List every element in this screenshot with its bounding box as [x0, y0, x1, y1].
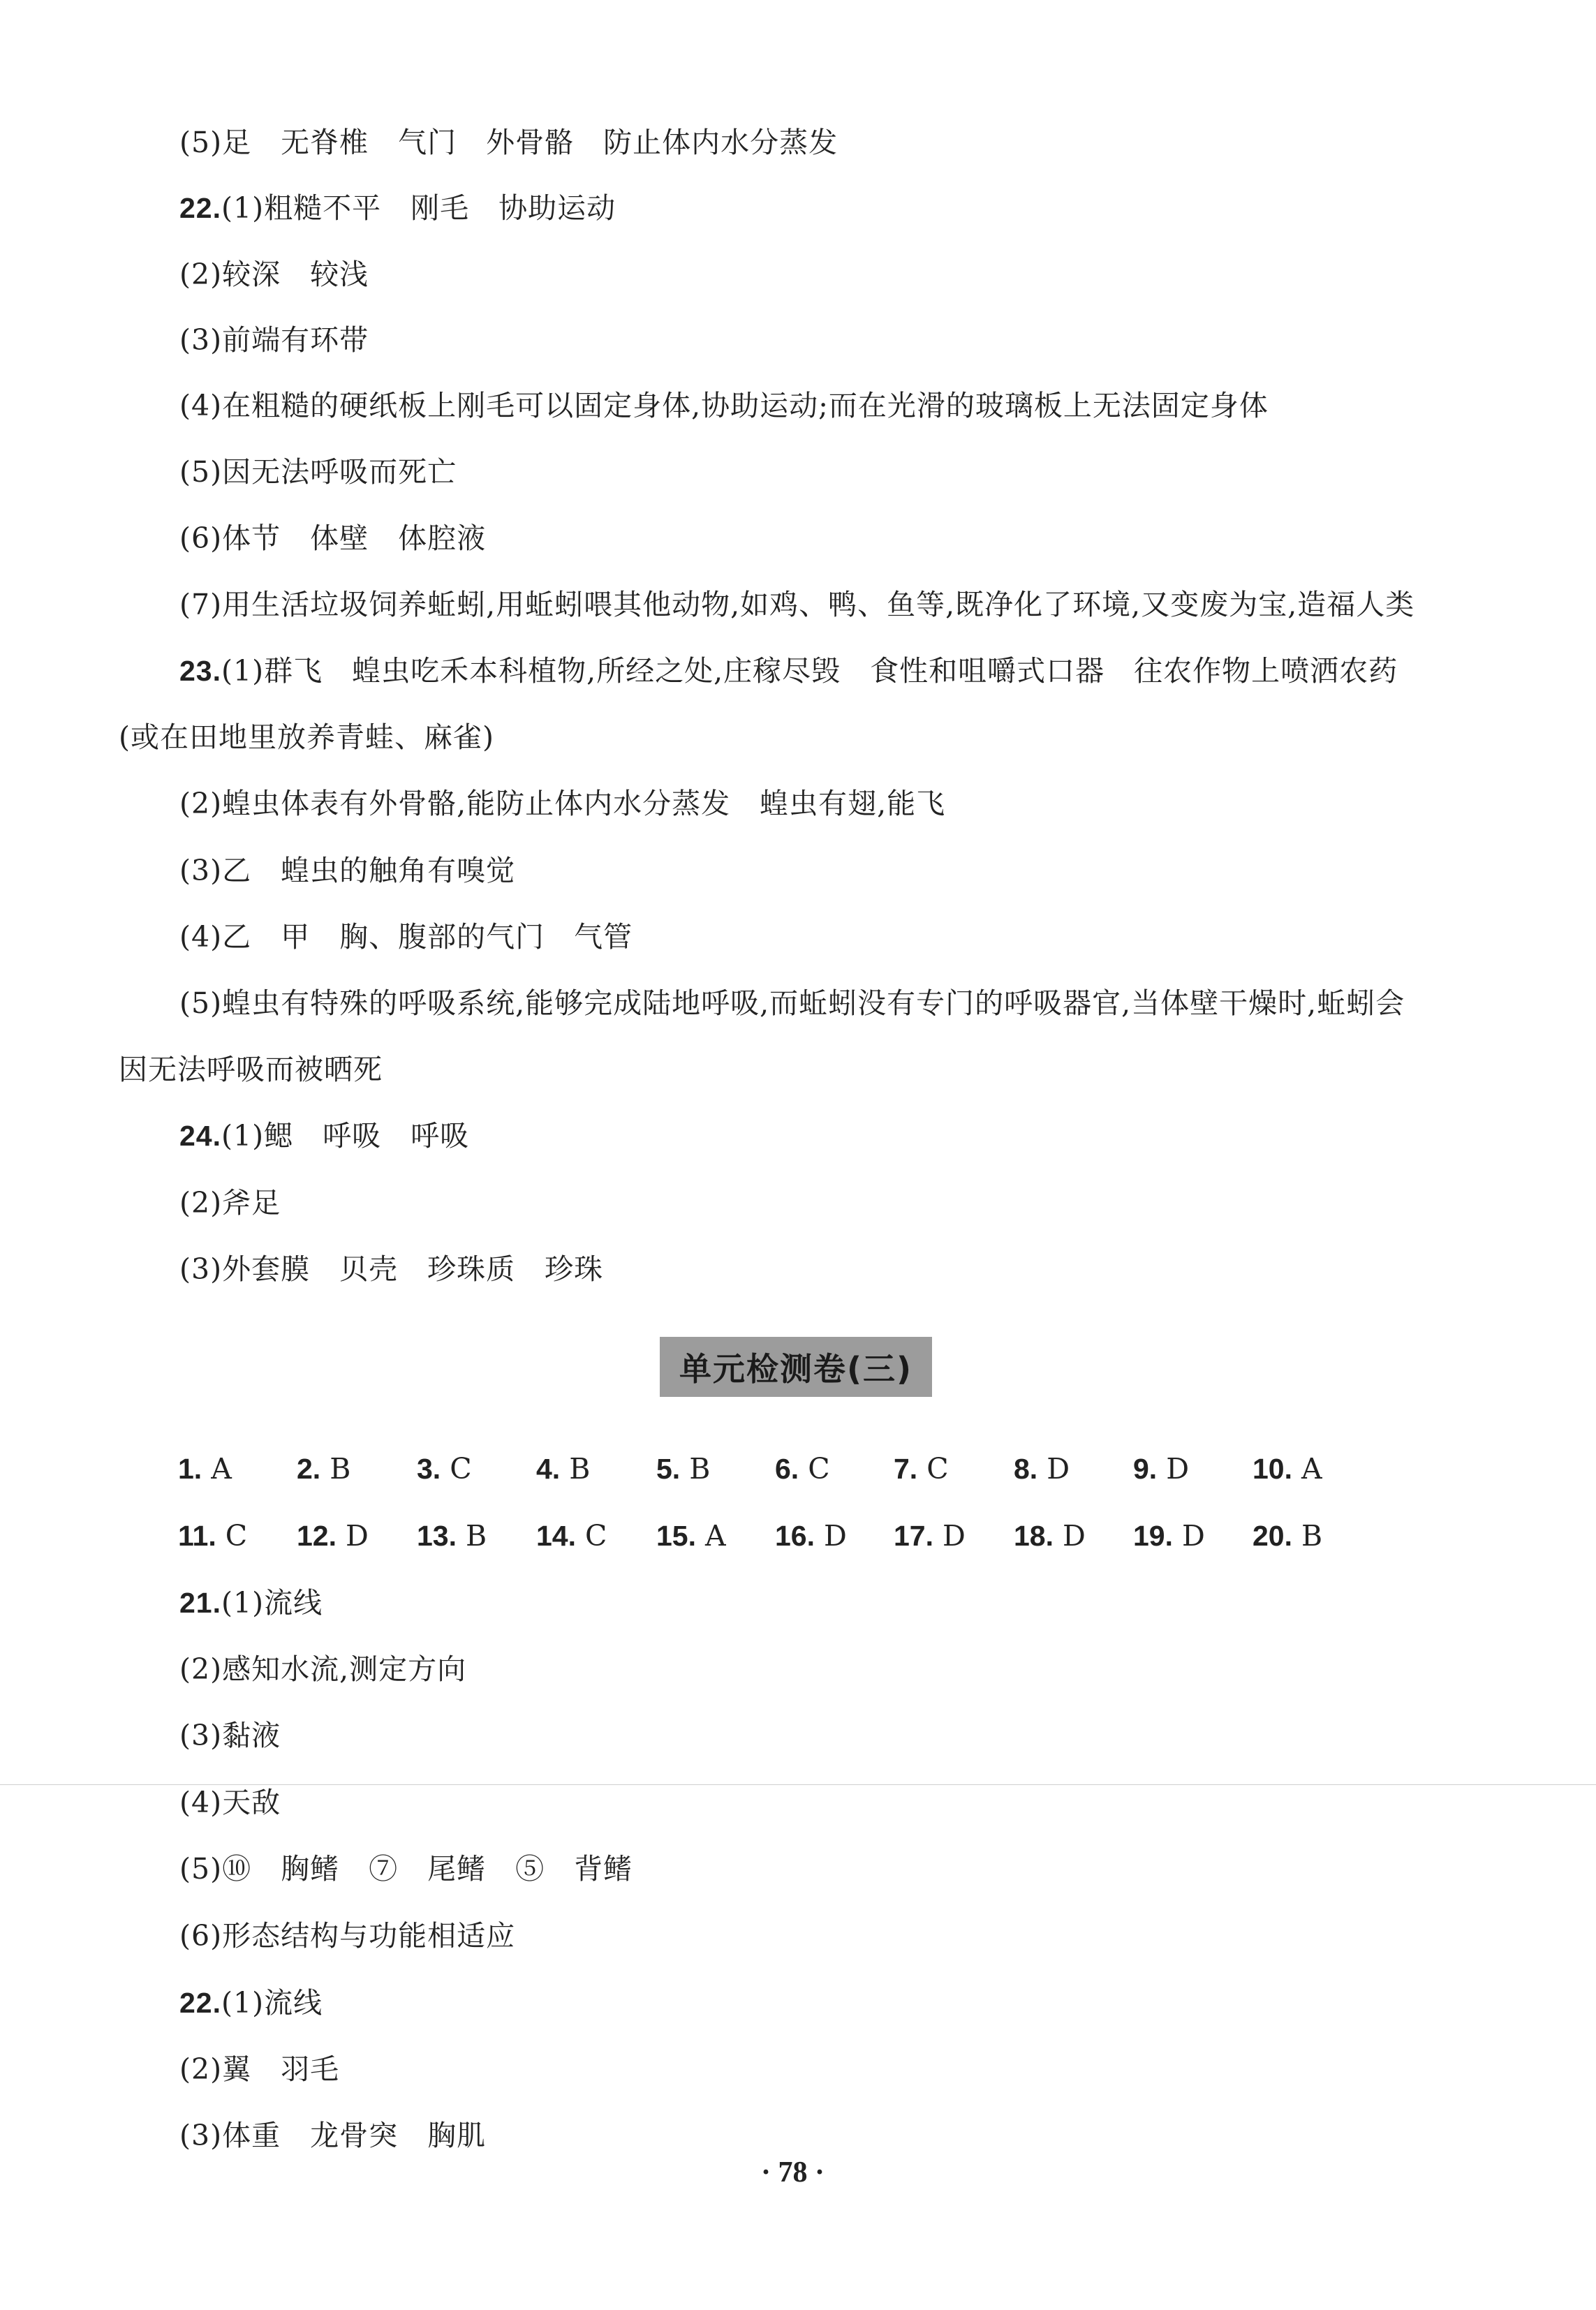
choice-answer: 5. B	[656, 1452, 711, 1486]
answer-line: (4)天敌	[179, 1786, 281, 1819]
answer-line: 24.(1)鳃 呼吸 呼吸	[179, 1119, 470, 1153]
choice-answer: 11. C	[178, 1519, 248, 1553]
answer-line: (3)乙 蝗虫的触角有嗅觉	[179, 854, 516, 887]
choice-answer: 20. B	[1253, 1519, 1323, 1553]
choice-answer: 15. A	[656, 1519, 726, 1553]
answer-line: (4)乙 甲 胸、腹部的气门 气管	[179, 920, 633, 954]
answer-line: (3)体重 龙骨突 胸肌	[179, 2119, 487, 2152]
choice-answer: 14. C	[536, 1519, 607, 1553]
answer-line: (2)感知水流,测定方向	[179, 1652, 467, 1686]
choice-answer: 16. D	[775, 1519, 847, 1553]
choice-answer: 19. D	[1133, 1519, 1205, 1553]
answer-line: (3)外套膜 贝壳 珍珠质 珍珠	[179, 1252, 604, 1286]
answer-line: (3)前端有环带	[179, 323, 369, 357]
answer-line: (2)翼 羽毛	[179, 2052, 340, 2086]
answer-line: (6)体节 体壁 体腔液	[179, 521, 487, 555]
answer-line: (2)蝗虫体表有外骨骼,能防止体内水分蒸发 蝗虫有翅,能飞	[179, 787, 946, 820]
answer-line: (2)斧足	[179, 1186, 281, 1220]
choice-answer: 4. B	[536, 1452, 591, 1486]
answer-line: (5)足 无脊椎 气门 外骨骼 防止体内水分蒸发	[179, 126, 838, 159]
answer-line: (5)蝗虫有特殊的呼吸系统,能够完成陆地呼吸,而蚯蚓没有专门的呼吸器官,当体壁干燥时,蚯蚓会	[179, 986, 1405, 1020]
choice-answer: 8. D	[1014, 1452, 1070, 1486]
answer-line: (5)⑩ 胸鳍 ⑦ 尾鳍 ⑤ 背鳍	[179, 1852, 633, 1886]
answer-line: (或在田地里放养青蛙、麻雀)	[119, 720, 494, 754]
answer-line: (3)黏液	[179, 1719, 281, 1752]
choice-answer: 1. A	[178, 1452, 232, 1486]
choice-answer: 17. D	[894, 1519, 966, 1553]
answer-line: (6)形态结构与功能相适应	[179, 1919, 516, 1953]
choice-answer: 18. D	[1014, 1519, 1086, 1553]
choice-answer: 12. D	[297, 1519, 369, 1553]
answer-line: 因无法呼吸而被晒死	[119, 1053, 383, 1086]
answer-line: 22.(1)流线	[179, 1986, 323, 2020]
answer-line: 23.(1)群飞 蝗虫吃禾本科植物,所经之处,庄稼尽毁 食性和咀嚼式口器 往农作物上喷洒农药	[179, 654, 1398, 688]
answer-line: 22.(1)粗糙不平 刚毛 协助运动	[179, 191, 616, 225]
page-number: · 78 ·	[761, 2156, 825, 2189]
answer-line: (7)用生活垃圾饲养蚯蚓,用蚯蚓喂其他动物,如鸡、鸭、鱼等,既净化了环境,又变废为宝,造福人类	[179, 588, 1415, 621]
choice-answer: 9. D	[1133, 1452, 1190, 1486]
answer-line: (5)因无法呼吸而死亡	[179, 455, 457, 489]
choice-answer: 7. C	[894, 1452, 949, 1486]
choice-answer: 2. B	[297, 1452, 351, 1486]
answer-line: (4)在粗糙的硬纸板上刚毛可以固定身体,协助运动;而在光滑的玻璃板上无法固定身体	[179, 389, 1269, 422]
choice-answer: 10. A	[1253, 1452, 1322, 1486]
section-title: 单元检测卷(三)	[660, 1337, 932, 1397]
answer-line: 21.(1)流线	[179, 1586, 323, 1620]
choice-answer: 13. B	[417, 1519, 487, 1553]
choice-answer: 3. C	[417, 1452, 472, 1486]
choice-answer: 6. C	[775, 1452, 830, 1486]
answer-line: (2)较深 较浅	[179, 258, 369, 291]
